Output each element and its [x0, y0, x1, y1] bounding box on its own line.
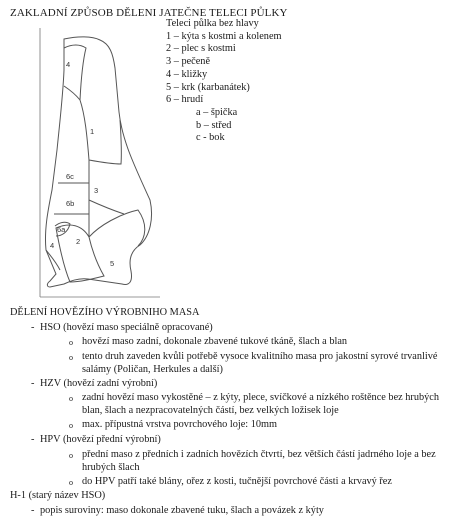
list-item-hso — [10, 321, 450, 336]
list-item-hzv — [10, 377, 450, 392]
dash-bullet: - — [31, 377, 35, 389]
bullet-text: popis suroviny: maso dokonale zbavené tuku, šlach a povázek z kýty — [40, 504, 324, 516]
diagram-label: 2 — [76, 237, 81, 246]
diagram-label: 6b — [66, 199, 75, 208]
legend-item: 2 – plec s kostmi — [166, 43, 236, 55]
bullet-text: do HPV patří také blány, ořez z kosti, tučnější povrchové části a krvavý řez — [82, 475, 392, 487]
list-subitem — [10, 391, 450, 418]
diagram-label: 1 — [90, 127, 95, 136]
diagram-labels — [50, 60, 114, 268]
diagram-label: 5 — [110, 259, 115, 268]
legend-item: 1 – kýta s kostmi a kolenem — [166, 30, 282, 42]
hpv-label: HPV (hovězí přední výrobní) — [40, 433, 161, 445]
bullet-text: zadní hovězí maso vykostěné – z kýty, plece, svíčkové a nízkého roštěnce bez hrubých blan, šlach a nezpracovatelných částí, bez velkých ložisek loje — [82, 392, 440, 417]
page-title: ZAKLADNÍ ZPŮSOB DĚLENI JATEČNE TELECI PŮLKY — [10, 7, 288, 19]
bullet-text: přední maso z předních i zadních hovězích čtvrtí, bez větších částí jadrného loje a bez hrubých šlach — [82, 448, 436, 473]
circle-bullet: o — [69, 352, 73, 362]
list-subitem — [10, 350, 450, 377]
legend-item: 6 – hrudí — [166, 94, 204, 106]
list-item-hpv — [10, 433, 450, 448]
region-5-line — [89, 210, 145, 246]
beef-division-section — [10, 306, 450, 518]
diagram-label: 6a — [57, 225, 66, 234]
circle-bullet: o — [69, 394, 73, 404]
circle-bullet: o — [69, 450, 73, 460]
diagram-label: 4 — [50, 241, 55, 250]
list-subitem — [10, 448, 450, 475]
legend-item: 4 – kližky — [166, 68, 208, 80]
list-subitem — [10, 418, 450, 433]
legend-item: 3 – pečeně — [166, 56, 211, 68]
legend-subitem: b – střed — [196, 119, 232, 131]
bullet-text: hovězí maso zadní, dokonale zbavené tukové tkáně, šlach a blan — [82, 336, 348, 348]
region-1-line — [80, 100, 121, 164]
dash-bullet: - — [31, 321, 35, 333]
bullet-text: tento druh zaveden kvůli potřebě vysoce kvalitního masa pro jakostní syrové trvanlivé salámy (Poličan, Herkules a další) — [82, 350, 438, 375]
legend-heading: Teleci půlka bez hlavy — [166, 18, 259, 29]
carcass-outline — [40, 28, 160, 297]
circle-bullet: o — [69, 338, 73, 348]
diagram-label: 3 — [94, 186, 99, 195]
legend-subitem: c - bok — [196, 132, 225, 144]
region-3-line — [89, 200, 124, 214]
circle-bullet: o — [69, 421, 73, 431]
circle-bullet: o — [69, 477, 73, 487]
legend-subitem: a – špička — [196, 106, 238, 118]
region-4-top-line — [64, 45, 86, 100]
list-subitem — [10, 475, 450, 490]
bullet-text: max. přípustná vrstva povrchového loje: 10mm — [82, 419, 278, 431]
hso-label: HSO (hovězí maso speciálně opracované) — [40, 321, 213, 333]
diagram-label: 4 — [66, 60, 71, 69]
list-subitem — [10, 335, 450, 350]
diagram-label: 6c — [66, 172, 74, 181]
dash-bullet: - — [31, 433, 35, 445]
section-heading: DĚLENÍ HOVĚZÍHO VÝROBNIHO MASA — [10, 307, 200, 318]
dash-bullet: - — [31, 504, 35, 516]
h1-heading: H-1 (starý název HSO) — [10, 490, 106, 502]
hzv-label: HZV (hovězí zadní výrobní) — [40, 377, 158, 389]
legend-item: 5 – krk (karbanátek) — [166, 81, 250, 93]
